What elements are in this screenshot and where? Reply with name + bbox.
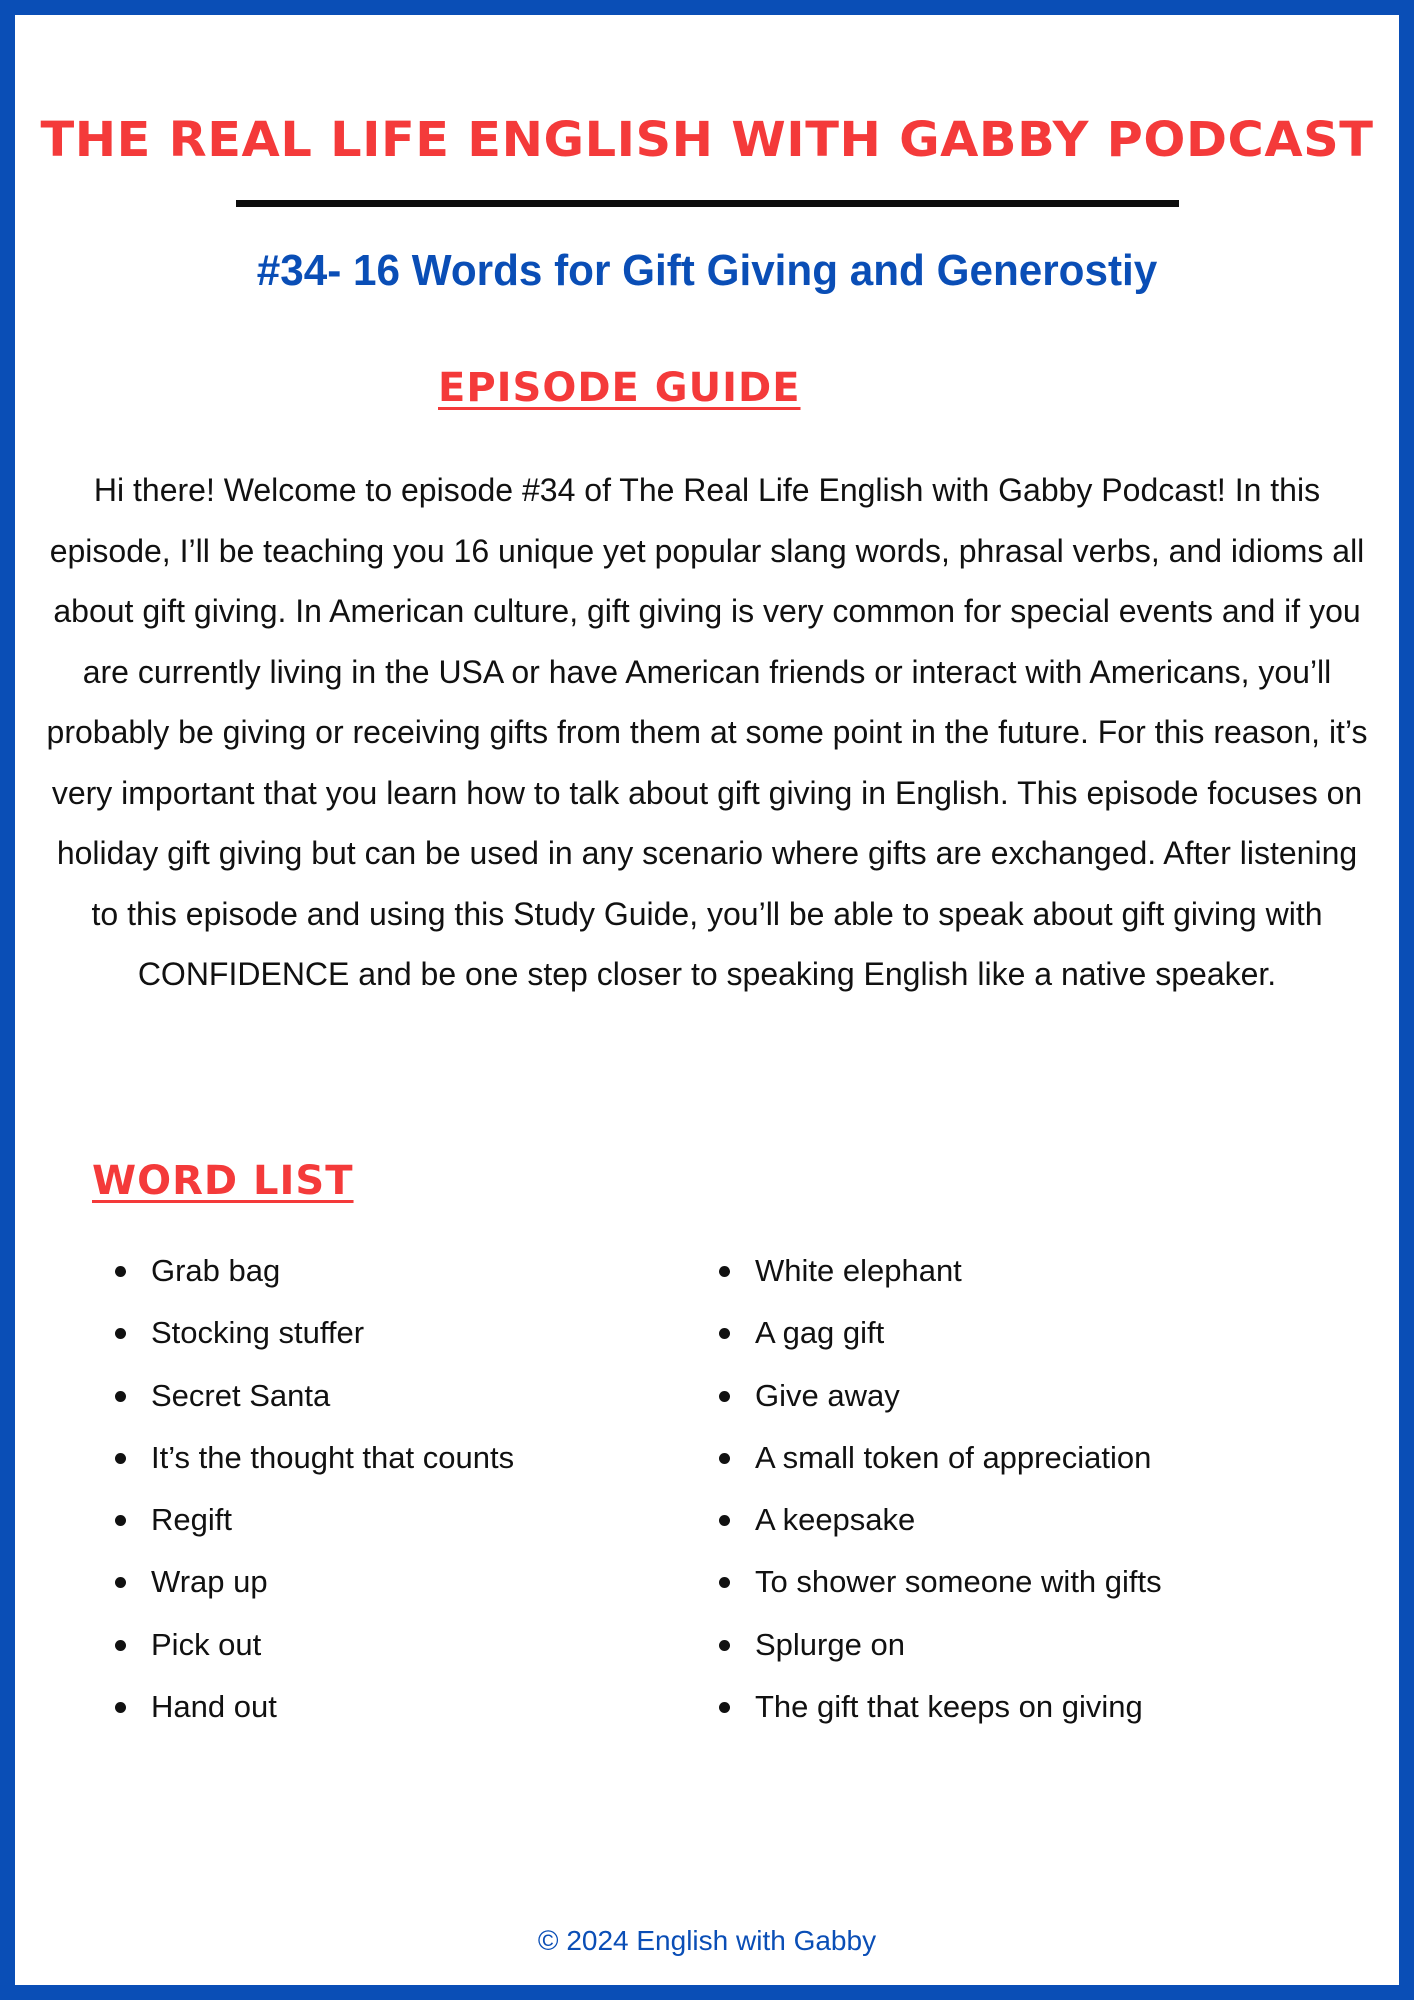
list-item	[113, 1676, 514, 1738]
list-item	[113, 1365, 514, 1427]
word-text: Give away	[755, 1377, 900, 1413]
word-list-heading: WORD LIST	[92, 1158, 354, 1204]
bullet-icon	[719, 1577, 730, 1588]
word-text: A gag gift	[755, 1315, 885, 1351]
bullet-icon	[115, 1328, 126, 1339]
word-text: Stocking stuffer	[151, 1315, 365, 1351]
list-item	[113, 1614, 514, 1676]
list-item	[717, 1489, 1162, 1551]
list-item	[113, 1551, 514, 1613]
word-text: Grab bag	[151, 1253, 281, 1288]
bullet-icon	[115, 1515, 126, 1526]
word-text: Secret Santa	[151, 1377, 331, 1413]
list-item	[113, 1489, 514, 1551]
word-text: The gift that keeps on giving	[755, 1689, 1143, 1725]
list-item	[717, 1302, 1162, 1364]
bullet-icon	[115, 1391, 126, 1402]
bullet-icon	[719, 1515, 730, 1526]
episode-intro-text: Hi there! Welcome to episode #34 of The Real Life English with Gabby Podcast! In this episode, I’ll be teaching you 16 unique yet popular slang words, phrasal verbs, and idioms all about gift giving. In American culture, gift giving is very common for special events and if you are currently living in the USA or have American friends or interact with Americans, you’ll probably be giving or receiving gifts from them at some point in the future. For this reason, it’s very important that you learn how to talk about gift giving in English. This episode focuses on holiday gift giving but can be used in any scenario where gifts are exchanged. After listening to this episode and using this Study Guide, you’ll be able to speak about gift giving with CONFIDENCE and be one step closer to speaking English like a native speaker.	[46, 472, 1368, 992]
podcast-title: THE REAL LIFE ENGLISH WITH GABBY PODCAST	[40, 112, 1374, 168]
word-text: It’s the thought that counts	[151, 1439, 515, 1475]
list-item	[717, 1551, 1162, 1613]
bullet-icon	[115, 1640, 126, 1651]
list-item	[717, 1427, 1162, 1489]
word-text: Pick out	[151, 1626, 262, 1662]
bullet-icon	[719, 1640, 730, 1651]
list-item	[113, 1302, 514, 1364]
episode-subtitle: #34- 16 Words for Gift Giving and Generostiy	[256, 246, 1158, 295]
episode-guide-heading: EPISODE GUIDE	[438, 365, 801, 411]
bullet-icon	[115, 1577, 126, 1588]
bullet-icon	[719, 1328, 730, 1339]
word-text: A keepsake	[755, 1502, 916, 1538]
bullet-icon	[719, 1266, 730, 1277]
word-list-right-column	[717, 1240, 1162, 1738]
list-item	[717, 1676, 1162, 1738]
bullet-icon	[719, 1702, 730, 1713]
word-text: Splurge on	[755, 1626, 905, 1662]
bullet-icon	[115, 1702, 126, 1713]
word-text: White elephant	[755, 1253, 962, 1288]
list-item	[717, 1240, 1162, 1302]
bullet-icon	[115, 1453, 126, 1464]
word-text: To shower someone with gifts	[755, 1564, 1162, 1600]
list-item	[717, 1614, 1162, 1676]
bullet-icon	[719, 1391, 730, 1402]
list-item	[113, 1427, 514, 1489]
list-item	[717, 1365, 1162, 1427]
word-text: A small token of appreciation	[755, 1439, 1152, 1475]
bullet-icon	[719, 1453, 730, 1464]
title-divider	[236, 200, 1179, 207]
word-text: Regift	[151, 1502, 232, 1538]
bullet-icon	[115, 1266, 126, 1277]
list-item	[113, 1240, 514, 1302]
word-list-left-column	[113, 1240, 514, 1738]
copyright-footer: © 2024 English with Gabby	[537, 1925, 877, 1956]
word-text: Hand out	[151, 1689, 277, 1725]
word-text: Wrap up	[151, 1564, 268, 1600]
